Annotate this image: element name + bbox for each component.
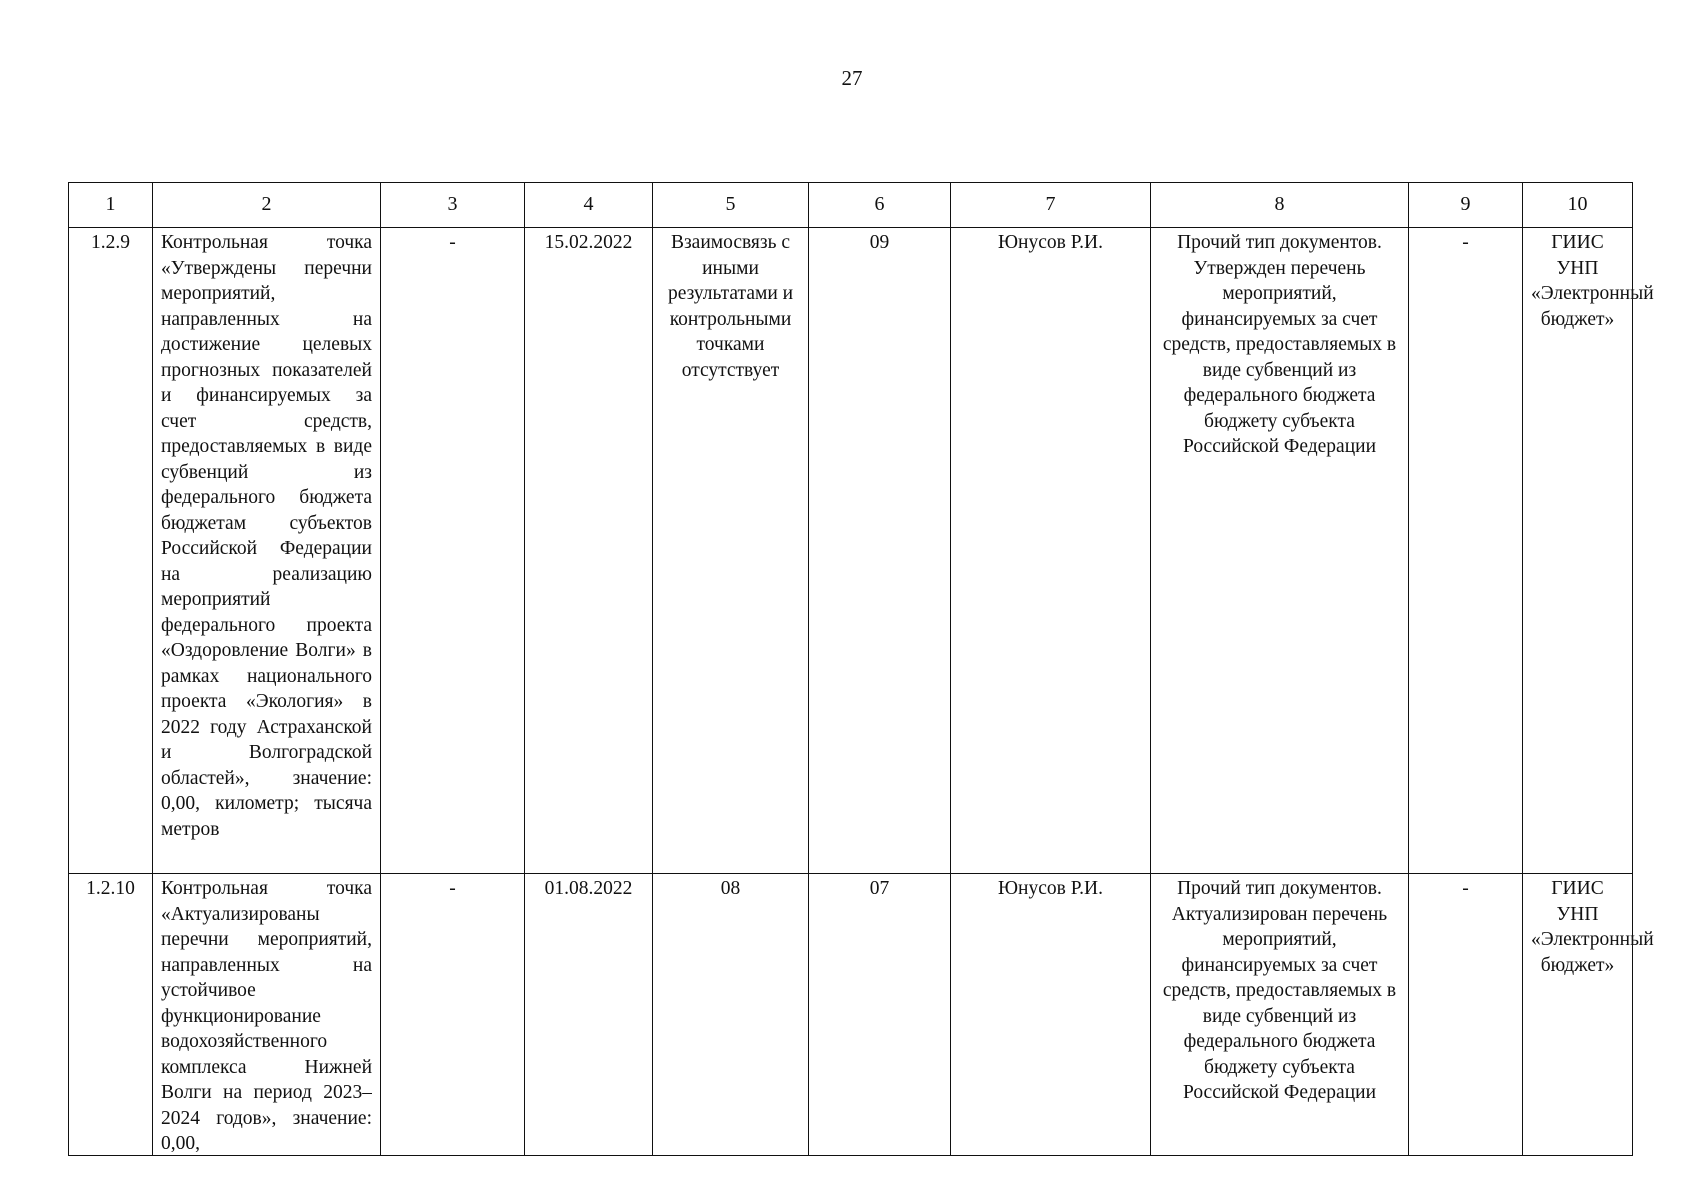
header-col-2: 2 — [153, 183, 381, 228]
col-9-value: - — [1409, 228, 1523, 874]
table-row — [69, 874, 1633, 1156]
header-col-5: 5 — [653, 183, 809, 228]
table-row — [69, 228, 1633, 874]
information-system: ГИИС УНП «Электронный бюджет» — [1523, 228, 1633, 874]
checkpoint-description: Контрольная точка «Утверждены перечни мероприятий, направленных на достижение целевых прогнозных показателей и финансируемых за счет средств, предоставляемых в виде субвенций из федерального бюджета бюджетам субъектов Российской Федерации на реализацию мероприятий федерального проекта «Оздоровление Волги» в рамках национального проекта «Экология» в 2022 году Астраханской и Волгоградской областей», значение: 0,00, километр; тысяча метров — [153, 228, 381, 874]
row-number: 1.2.9 — [69, 228, 153, 874]
header-col-9: 9 — [1409, 183, 1523, 228]
deadline-date: 01.08.2022 — [525, 874, 653, 1156]
header-row — [69, 183, 1633, 228]
checkpoint-description-text: Контрольная точка «Актуализированы перечни мероприятий, направленных на устойчивое функционирование водохозяйственного комплекса Нижней Волги на период 2023–2024 годов», значение: 0,00, — [161, 878, 372, 1152]
col-3-value: - — [381, 228, 525, 874]
col-6-value: 09 — [809, 228, 951, 874]
information-system: ГИИС УНП «Электронный бюджет» — [1523, 874, 1633, 1156]
header-col-4: 4 — [525, 183, 653, 228]
header-col-3: 3 — [381, 183, 525, 228]
row-number: 1.2.10 — [69, 874, 153, 1156]
header-col-10: 10 — [1523, 183, 1633, 228]
measures-table — [68, 182, 1654, 1156]
document-type: Прочий тип документов. Утвержден перечень мероприятий, финансируемых за счет средств, предоставляемых в виде субвенций из федерального бюджета бюджету субъекта Российской Федерации — [1151, 228, 1409, 874]
relation-note: Взаимосвязь с иными результатами и контрольными точками отсутствует — [653, 228, 809, 874]
page-number: 27 — [841, 66, 863, 90]
document-type: Прочий тип документов. Актуализирован перечень мероприятий, финансируемых за счет средств, предоставляемых в виде субвенций из федерального бюджета бюджету субъекта Российской Федерации — [1151, 874, 1409, 1156]
header-col-7: 7 — [951, 183, 1151, 228]
col-6-value: 07 — [809, 874, 951, 1156]
header-col-8: 8 — [1151, 183, 1409, 228]
responsible-person: Юнусов Р.И. — [951, 874, 1151, 1156]
col-5-value: 08 — [653, 874, 809, 1156]
col-3-value: - — [381, 874, 525, 1156]
header-col-6: 6 — [809, 183, 951, 228]
col-9-value: - — [1409, 874, 1523, 1156]
deadline-date: 15.02.2022 — [525, 228, 653, 874]
checkpoint-description — [153, 874, 381, 1156]
responsible-person: Юнусов Р.И. — [951, 228, 1151, 874]
header-col-1: 1 — [69, 183, 153, 228]
